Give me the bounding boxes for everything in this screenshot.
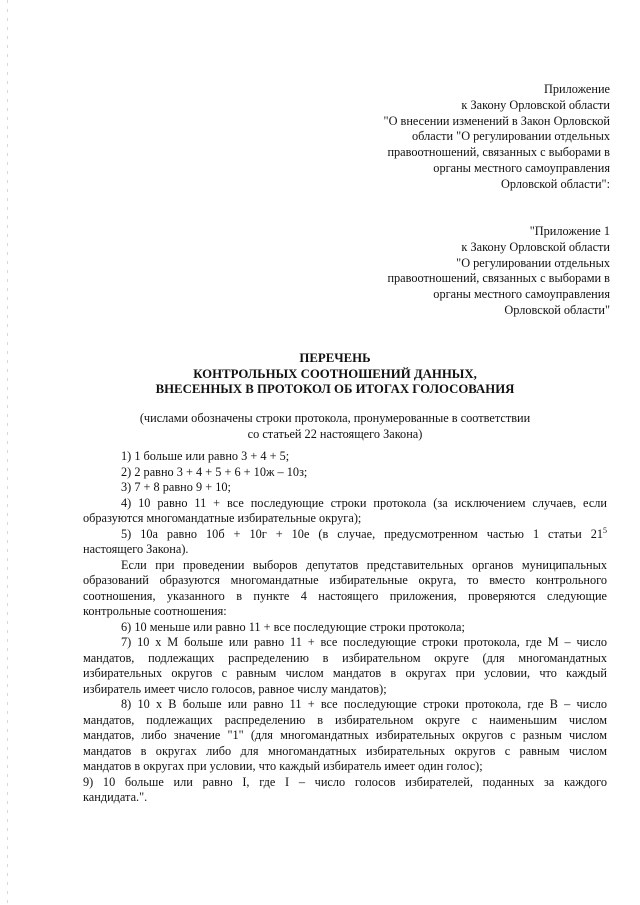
item-3: 3) 7 + 8 равно 9 + 10; <box>121 480 231 494</box>
header-line: к Закону Орловской области <box>461 239 610 254</box>
title-line: ПЕРЕЧЕНЬ <box>299 351 371 365</box>
paragraph-line: образований образуются многомандатные избирательные округа, то вместо контрольного <box>83 573 607 587</box>
header-line: "О внесении изменений в Закон Орловской <box>383 113 610 128</box>
header-line: к Закону Орловской области <box>461 97 610 112</box>
item-8-cont: мандатов в округах либо для многомандатных избирательных округов с равным числом <box>83 743 607 758</box>
header-line: "Приложение 1 <box>529 224 610 238</box>
item-4-cont: образуются многомандатные избирательные округа); <box>83 511 362 525</box>
header-line: Приложение <box>544 82 610 96</box>
item-7: 7) 10 x M больше или равно 11 + все последующие строки протокола, где M – число <box>121 635 607 649</box>
header-line: Орловской области": <box>500 176 610 191</box>
item-8-cont: мандатов в округах при условии, что каждый избиратель имеет один голос); <box>83 759 483 773</box>
document-title <box>60 351 610 398</box>
item-9-cont: кандидата.". <box>83 790 148 804</box>
item-5-text: 5) 10а равно 10б + 10г + 10е (в случае, предусмотренном частью 1 статьи 21 <box>121 526 603 541</box>
item-7-cont: мандатов, подлежащих распределению в избирательном округе (для многомандатных <box>83 650 607 665</box>
paragraph-line: контрольные соотношения: <box>83 604 227 618</box>
item-2: 2) 2 равно 3 + 4 + 5 + 6 + 10ж – 10з; <box>121 464 308 479</box>
title-line: ВНЕСЕННЫХ В ПРОТОКОЛ ОБ ИТОГАХ ГОЛОСОВАНИЯ <box>155 382 515 396</box>
item-5-cont: настоящего Закона). <box>83 542 189 556</box>
paragraph-line: соотношения, указанного в пункте 4 настоящего приложения, проверяются следующие <box>83 588 607 603</box>
header-line: органы местного самоуправления <box>433 287 610 302</box>
header-line: "О регулировании отдельных <box>456 255 610 270</box>
header-line: органы местного самоуправления <box>433 160 610 175</box>
item-8-cont: мандатов, либо значение "1" (для многомандатных избирательных округов с разным числом <box>83 728 607 742</box>
item-6: 6) 10 меньше или равно 11 + все последующие строки протокола; <box>121 619 465 634</box>
header-line: правоотношений, связанных с выборами в <box>387 145 610 160</box>
item-4: 4) 10 равно 11 + все последующие строки протокола (за исключением случаев, если <box>121 495 607 510</box>
document-body <box>83 449 607 806</box>
subtitle-line: со статьей 22 настоящего Закона) <box>247 426 423 441</box>
superscript: 5 <box>603 525 607 535</box>
header-line: Орловской области" <box>504 302 610 317</box>
scan-margin-artifact <box>7 0 8 905</box>
appendix-header <box>360 82 610 193</box>
appendix-1-header <box>360 224 610 319</box>
item-9: 9) 10 больше или равно I, где I – число голосов избирателей, поданных за каждого <box>83 774 607 789</box>
item-5 <box>83 527 607 543</box>
paragraph-line: Если при проведении выборов депутатов представительных органов муниципальных <box>121 557 607 572</box>
item-8: 8) 10 x B больше или равно 11 + все последующие строки протокола, где B – число <box>121 697 607 711</box>
item-7-cont: избиратель имеет число голосов, равное числу мандатов); <box>83 681 387 696</box>
title-line: КОНТРОЛЬНЫХ СООТНОШЕНИЙ ДАННЫХ, <box>193 366 477 381</box>
item-1: 1) 1 больше или равно 3 + 4 + 5; <box>121 449 290 463</box>
document-subtitle <box>60 411 610 443</box>
header-line: правоотношений, связанных с выборами в <box>387 271 610 286</box>
subtitle-line: (числами обозначены строки протокола, пронумерованные в соответствии <box>139 411 531 425</box>
header-line: области "О регулировании отдельных <box>412 129 610 144</box>
item-7-cont: избирательных округов с равным числом мандатов в округах при условии, что каждый <box>83 666 607 680</box>
item-8-cont: мандатов, подлежащих распределению в избирательном округе с наименьшим числом <box>83 712 607 727</box>
